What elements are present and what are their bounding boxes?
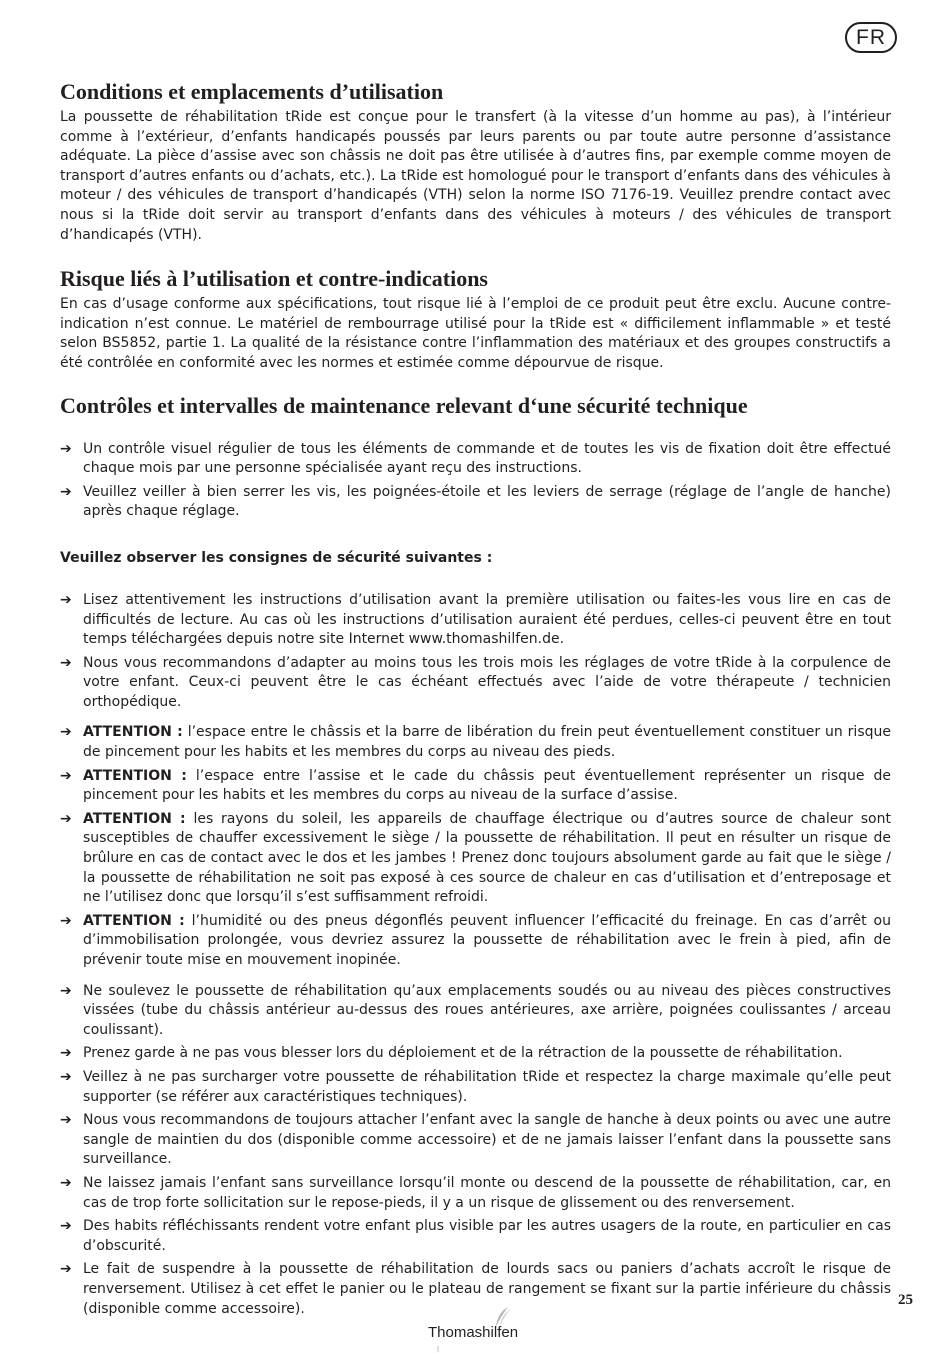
list-item-text: Des habits réfléchissants rendent votre enfant plus visible par les autres usagers de la route, en particulier en cas d’obscurité. (83, 1218, 891, 1254)
section-conditions (60, 78, 891, 245)
list-item-text: les rayons du soleil, les appareils de chauffage électrique ou d’autres source de chaleur sont susceptibles de chauffer excessivement le siège / la poussette de réhabilitation. Il peut en résulter un risque de brûlure en cas de contact avec le dos et les jambes ! Prenez donc toujours absolument garde au fait que le siège / la poussette de réhabilitation ne soit pas exposé à ces source de chaleur en cas d’utilisation et d’entreposage et ne l’utilisez donc que lorsqu’il s’est suffisamment refroidi. (83, 810, 891, 906)
warning-item (60, 723, 891, 762)
arrow-right-icon: ➔ (60, 1218, 72, 1235)
warning-item (60, 810, 891, 908)
list-item-text: l’espace entre le châssis et la barre de libération du frein peut éventuellement constituer un risque de pincement pour les habits et les membres du corps au niveau des pieds. (83, 724, 891, 761)
warning-label: ATTENTION : (83, 810, 186, 827)
list-item-text: Nous vous recommandons de toujours attacher l’enfant avec la sangle de hanche à deux points ou avec une autre sangle de maintien du dos (disponible comme accessoire) et de ne jamais laisser l’enfant dans la poussette sans surveillance. (83, 1112, 891, 1168)
list-item (60, 982, 891, 1041)
warning-item (60, 912, 891, 971)
arrow-right-icon: ➔ (60, 483, 72, 500)
list-item-text: Ne soulevez le poussette de réhabilitation qu’aux emplacements soudés ou au niveau des pièces constructives vissées (tube du châssis antérieur au-dessus des roues antérieures, axe arrière, poignées coulissantes / arceau coulissant). (83, 982, 891, 1038)
safety-list-general (60, 591, 891, 713)
safety-heading: Veuillez observer les consignes de sécurité suivantes : (60, 549, 493, 566)
section-risks (60, 265, 891, 373)
arrow-right-icon: ➔ (60, 1068, 72, 1085)
list-item-text: Lisez attentivement les instructions d’utilisation avant la première utilisation ou faites-les vous lire en cas de difficultés de lecture. Au cas où les instructions d’utilisation auraient été perdues, celles-ci peuvent être en tout temps téléchargées depuis notre site Internet www.thomashilfen.de. (83, 591, 891, 648)
arrow-right-icon: ➔ (60, 724, 72, 741)
list-item (60, 1068, 891, 1107)
warning-label: ATTENTION : (83, 724, 183, 741)
section-paragraph: En cas d’usage conforme aux spécifications, tout risque lié à l’emploi de ce produit peut être exclu. Aucune contre-indication n’est connue. Le matériel de rembourrage utilisé pour la tRide est « difficilement inflammable » et testé selon BS5852, partie 1. La qualité de la résistance contre l’inflammation des matériaux et des groupes constructifs a été contrôlée en conformité avec les normes et estimée comme dépourvue de risque. (60, 296, 891, 371)
page-number: 25 (898, 1292, 913, 1308)
list-item (60, 654, 891, 713)
list-item (60, 440, 891, 479)
list-item-text: l’humidité ou des pneus dégonflés peuvent influencer l’efficacité du freinage. En cas d’arrêt ou d’immobilisation prolongée, vous devriez assurez la poussette de réhabilitation avec le frein à pied, afin de prévenir toute mise en mouvement inopinée. (83, 912, 891, 968)
warning-item (60, 767, 891, 806)
maintenance-list (60, 440, 891, 522)
section-title: Conditions et emplacements d’utilisation (60, 79, 444, 104)
list-item-text: Prenez garde à ne pas vous blesser lors du déploiement et de la rétraction de la poussette de réhabilitation. (83, 1045, 843, 1062)
document-body (60, 78, 891, 1323)
list-item-text: Veillez à ne pas surcharger votre poussette de réhabilitation tRide et respectez la charge maximale qu’elle peut supporter (se référer aux caractéristiques techniques). (83, 1068, 891, 1105)
list-item (60, 1044, 891, 1064)
section-title: Contrôles et intervalles de maintenance relevant d‘une sécurité technique (60, 392, 748, 418)
arrow-right-icon: ➔ (60, 1174, 72, 1191)
arrow-right-icon: ➔ (60, 810, 72, 827)
safety-list-warnings (60, 723, 891, 970)
section-paragraph: La poussette de réhabilitation tRide est conçue pour le transfert (à la vitesse d’un homme au pas), à l’intérieur comme à l’extérieur, d’enfants handicapés poussés par leurs parents ou par toute autre personne d’assistance adéquate. La pièce d’assise avec son châssis ne doit pas être utilisée à d’autres fins, par exemple comme moyen de transport d’autres enfants ou d’achats, etc.). La tRide est homologué pour le transport d’enfants dans des véhicules à moteur / des véhicules de transport d’handicapés (VTH) selon la norme ISO 7176-19. Veuillez prendre contact avec nous si la tRide doit servir au transport d’enfants dans des véhicules à moteurs / des véhicules de transport d’handicapés (VTH). (60, 109, 891, 243)
list-item (60, 1217, 891, 1256)
language-badge: FR (845, 22, 897, 53)
warning-label: ATTENTION : (83, 912, 185, 929)
list-item-text: Un contrôle visuel régulier de tous les éléments de commande et de toutes les vis de fixation doit être effectué chaque mois par une personne spécialisée ayant reçu des instructions. (83, 440, 891, 477)
list-item-text: Ne laissez jamais l’enfant sans surveillance lorsqu’il monte ou descend de la poussette de réhabilitation, car, en cas de trop forte sollicitation sur le repose-pieds, il y a un risque de glissement ou des renversement. (83, 1174, 891, 1211)
list-item (60, 1174, 891, 1213)
list-item-text: Veuillez veiller à bien serrer les vis, les poignées-étoile et les leviers de serrage (réglage de l’angle de hanche) après chaque réglage. (83, 483, 891, 520)
section-maintenance (60, 392, 891, 522)
arrow-right-icon: ➔ (60, 440, 72, 457)
list-item-text: l’espace entre l’assise et le cade du châssis peut éventuellement représenter un risque de pincement pour les habits et les membres du corps au niveau de la surface d’assise. (83, 767, 892, 804)
section-title: Risque liés à l’utilisation et contre-indications (60, 266, 488, 292)
arrow-right-icon: ➔ (60, 912, 72, 929)
brand-name: Thomashilfen (428, 1324, 519, 1341)
arrow-right-icon: ➔ (60, 591, 72, 608)
list-item-text: Le fait de suspendre à la poussette de réhabilitation de lourds sacs ou paniers d’achats accroît le risque de renversement. Utilisez à cet effet le panier ou le plateau de rangement se fixant sur la partie inférieure du châssis (disponible comme accessoire). (83, 1261, 891, 1317)
list-item (60, 483, 891, 522)
list-item (60, 591, 891, 650)
warning-label: ATTENTION : (83, 767, 187, 784)
arrow-right-icon: ➔ (60, 767, 72, 784)
arrow-right-icon: ➔ (60, 1112, 72, 1129)
footer-mark: | (437, 1346, 440, 1353)
arrow-right-icon: ➔ (60, 1261, 72, 1278)
arrow-right-icon: ➔ (60, 654, 72, 671)
list-item (60, 1111, 891, 1170)
list-item-text: Nous vous recommandons d’adapter au moins tous les trois mois les réglages de votre tRide à la corpulence de votre enfant. Ceux-ci peuvent être le cas échéant effectués avec l’aide de votre thérapeute / technicien orthopédique. (83, 654, 891, 710)
arrow-right-icon: ➔ (60, 982, 72, 999)
brand-logo (428, 1306, 528, 1346)
arrow-right-icon: ➔ (60, 1045, 72, 1062)
safety-list-handling (60, 982, 891, 1320)
